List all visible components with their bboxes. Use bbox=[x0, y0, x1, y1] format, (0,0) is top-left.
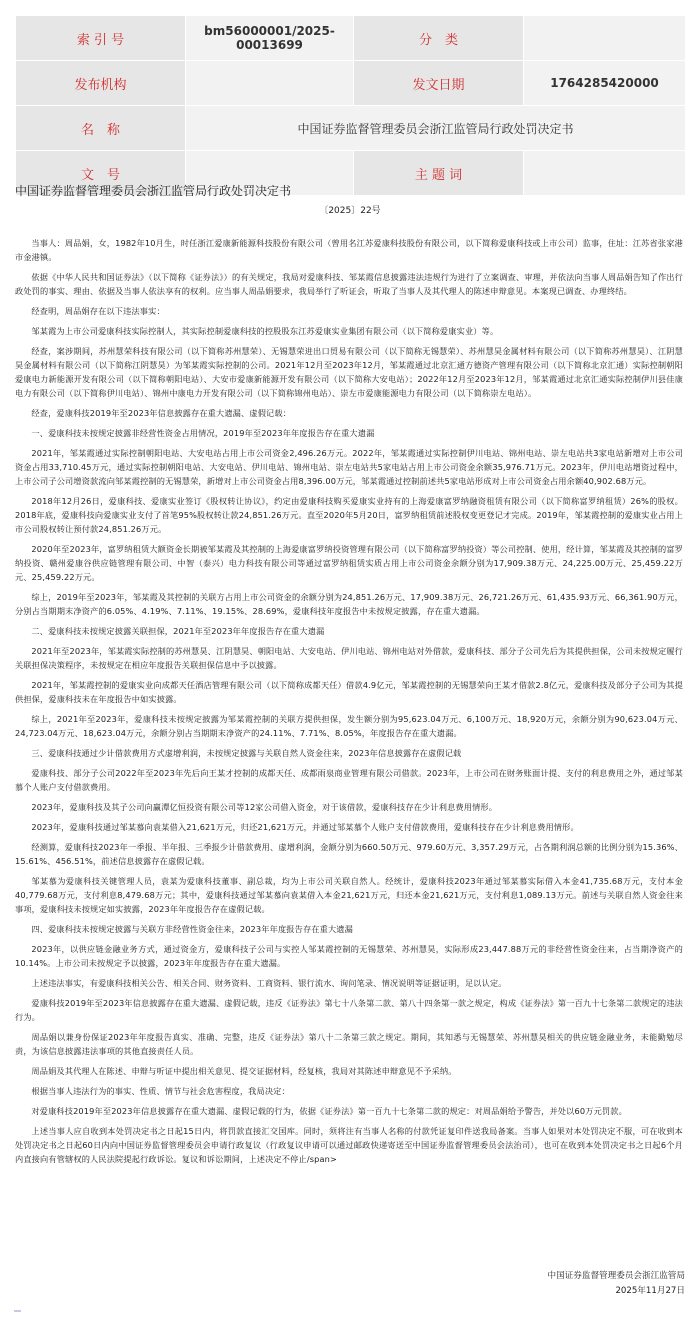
subject-value bbox=[524, 151, 686, 196]
signature-date: 2025年11月27日 bbox=[615, 1286, 685, 1296]
paragraph: 2021年，邹某霞通过实际控制朝阳电站、大安电站占用上市公司资金2,496.26万元。2022年，邹某霞通过实际控制伊川电站、锦州电站、崇左电站共3家电站新增对上市公司资金占用33,710.45万元，通过实际控制朝阳电站、大安电站、伊川电站、锦州电站、崇左电站共5家电站占用上市公司资金余额35,976.71万元。2023年，伊川电站增资过程中，上市公司子公司增资款流向邹某霞控制的无锡慧荣，新增对上市公司资金占用8,396.00万元，邹某霞通过控制前述共5家电站形成对上市公司资金占用余额40,902.68万元。 bbox=[15, 448, 683, 486]
corner-mark bbox=[14, 1310, 21, 1312]
paragraph: 2023年，爱康科技及其子公司向赢潭亿恒投资有限公司等12家公司借入资金，对于该借款，爱康科技存在少计利息费用情形。 bbox=[31, 802, 498, 812]
paragraph: 一、爱康科技未按规定披露非经营性资金占用情况，2019年至2023年年度报告存在重大遗漏 bbox=[31, 428, 375, 438]
paragraph: 上述当事人应自收到本处罚决定书之日起15日内，将罚款直接汇交国库。同时，须将注有当事人名称的付款凭证复印件送我局备案。当事人如果对本处罚决定不服，可在收到本处罚决定书之日起60日内向中国证券监督管理委员会申请行政复议（行政复议申请可以通过邮政快递寄送至中国证券监督管理委员会法治司），也可在收到本处罚决定书之日起6个月内直接向有管辖权的人民法院提起行政诉讼。复议和诉讼期间，上述决定不停止/span> bbox=[15, 1126, 683, 1164]
publisher-label: 发布机构 bbox=[16, 61, 186, 106]
paragraph: 周品娟及其代理人在陈述、申辩与听证中提出相关意见、提交证据材料，经复核，我局对其陈述申辩意见不予采纳。 bbox=[31, 1066, 457, 1076]
paragraph: 爱康科技2019年至2023年信息披露存在重大遗漏、虚假记载，违反《证券法》第七十八条第二款、第八十四条第一款之规定，构成《证券法》第一百九十七条第二款规定的违法行为。 bbox=[15, 998, 683, 1022]
index-label: 索 引 号 bbox=[16, 16, 186, 61]
paragraph: 经查，案涉期间，苏州慧荣科技有限公司（以下简称苏州慧荣）、无锡慧荣进出口贸易有限公司（以下简称无锡慧荣）、苏州慧昊金属材料有限公司（以下简称苏州慧昊）、江阴慧昊金属材料有限公司（以下简称江阴慧昊）为邹某霞实际控制的公司。2021年12月至2023年12月，邹某霞通过北京汇通方德资产管理有限公司（以下简称北京汇通）实际控制朝阳爱康电力新能源开发有限公司（以下简称朝阳电站）、大安市爱康新能源开发有限公司（以下简称大安电站）；2022年12月至2023年12月，邹某霞通过北京汇通实际控制伊川县佳康电力有限公司（以下简称伊川电站）、锦州中康电力开发有限公司（以下简称锦州电站）、崇左市爱康能源电力有限公司（以下简称崇左电站）。 bbox=[15, 346, 683, 398]
paragraph: 综上，2021年至2023年，爱康科技未按规定披露为邹某霞控制的关联方提供担保，发生额分别为95,623.04万元、6,100万元、18,920万元，余额分别为90,623.04万元、24,723.04万元、18,623.04万元，余额分别占当期期末净资产的24.11%、7.71%、8.05%，年度报告存在重大遗漏。 bbox=[15, 714, 683, 738]
paragraph: 经查明，周品娟存在以下违法事实： bbox=[31, 306, 165, 316]
metadata-table bbox=[15, 15, 686, 196]
signature-org: 中国证券监督管理委员会浙江监管局 bbox=[547, 1271, 685, 1281]
paragraph: 四、爱康科技未按规定披露与关联方非经营性资金往来，2023年年度报告存在重大遗漏 bbox=[31, 924, 353, 934]
paragraph: 综上，2019年至2023年，邹某霞及其控制的关联方占用上市公司资金的余额分别为24,851.26万元、17,909.38万元、26,721.26万元、61,435.93万元、66,361.90万元，分别占当期期末净资产的6.05%、4.19%、7.11%、19.15%、28.69%，爱康科技年度报告中未按规定披露，存在重大遗漏。 bbox=[15, 592, 683, 616]
subject-label: 主 题 词 bbox=[354, 151, 524, 196]
paragraph: 周品娟以兼身份保证2023年年度报告真实、准确、完整，违反《证券法》第八十二条第三款之规定。期间，其知悉与无锡慧荣、苏州慧昊相关的供应链金融业务，未能勤勉尽责，为该信息披露违法事项的其他直接责任人员。 bbox=[15, 1032, 683, 1056]
paragraph: 当事人：周品娟，女，1982年10月生，时任浙江爱康新能源科技股份有限公司（曾用名江苏爱康科技股份有限公司，以下简称爱康科技或上市公司）监事，住址：江苏省张家港市金港镇。 bbox=[15, 238, 683, 262]
category-label: 分 类 bbox=[354, 16, 524, 61]
paragraph: 对爱康科技2019年至2023年信息披露存在重大遗漏、虚假记载的行为，依据《证券法》第一百九十七条第二款的规定：对周品娟给予警告，并处以60万元罚款。 bbox=[31, 1106, 627, 1116]
publisher-value bbox=[186, 61, 354, 106]
date-value: 1764285420000 bbox=[524, 61, 686, 106]
docno-label: 文 号 bbox=[16, 151, 186, 196]
paragraph: 根据当事人违法行为的事实、性质、情节与社会危害程度，我局决定： bbox=[31, 1086, 290, 1096]
index-value: bm56000001/2025-00013699 bbox=[186, 16, 354, 61]
date-label: 发文日期 bbox=[354, 61, 524, 106]
paragraph: 爱康科技、部分子公司2022年至2023年先后向王某才控制的成都天任、成都雨泉商业管理有限公司借款。2023年，上市公司在财务账面计提、支付的利息费用之外，通过邹某慕个人账户支付借款费用。 bbox=[15, 768, 683, 792]
paragraph: 二、爱康科技未按规定披露关联担保，2021年至2023年年度报告存在重大遗漏 bbox=[31, 626, 325, 636]
category-value bbox=[524, 16, 686, 61]
paragraph: 2021年，邹某霞控制的爱康实业向成都天任酒店管理有限公司（以下简称成都天任）借款4.9亿元，邹某霞控制的无锡慧荣向王某才借款2.8亿元，爱康科技及部分子公司为其提供担保，爱康科技未在年度报告中如实披露。 bbox=[15, 680, 683, 704]
paragraph: 2023年，以供应链金融业务方式，通过资金方，爱康科技子公司与实控人邹某霞控制的无锡慧荣、苏州慧昊，实际形成23,447.88万元的非经营性资金往来，占当期净资产的10.14%。上市公司未按规定予以披露，2023年年度报告存在重大遗漏。 bbox=[15, 944, 683, 968]
paragraph: 三、爱康科技通过少计借款费用方式虚增利润，未按规定披露与关联自然人资金往来，2023年信息披露存在虚假记载 bbox=[31, 748, 462, 758]
name-value: 中国证券监督管理委员会浙江监管局行政处罚决定书 bbox=[186, 106, 686, 151]
document-title: 中国证券监督管理委员会浙江监管局行政处罚决定书 bbox=[15, 184, 292, 198]
document-number: 〔2025〕22号 bbox=[319, 206, 381, 216]
metadata-row bbox=[16, 16, 686, 61]
paragraph: 邹某慕为爱康科技关键管理人员，袁某为爱康科技董事、副总裁，均为上市公司关联自然人。经统计，爱康科技2023年通过邹某慕实际借入本金41,735.68万元，支付本金40,779.68万元，支付利息8,479.68万元；其中，爱康科技通过邹某慕向袁某借入本金21,621万元，归还本金21,621万元，支付利息1,089.13万元。前述与关联自然人资金往来事项，爱康科技未按规定如实披露，2023年年度报告存在虚假记载。 bbox=[15, 876, 683, 914]
name-label: 名 称 bbox=[16, 106, 186, 151]
paragraph: 依据《中华人民共和国证券法》（以下简称《证券法》）的有关规定，我局对爱康科技、邹某霞信息披露违法违规行为进行了立案调查、审理，并依法向当事人周品娟告知了作出行政处罚的事实、理由、依据及当事人依法享有的权利。应当事人周品娟要求，我局举行了听证会，听取了当事人及其代理人的陈述申辩意见。本案现已调查、办理终结。 bbox=[15, 272, 683, 296]
metadata-row bbox=[16, 61, 686, 106]
paragraph: 2020年至2023年，富罗纳租赁大额资金长期被邹某霞及其控制的上海爱康富罗纳投资管理有限公司（以下简称富罗纳投资）等公司控制、使用，经计算，邹某霞及其控制的富罗纳投资、赣州爱康谷供应链管理有限公司、中智（泰兴）电力科技有限公司等通过富罗纳租赁实质占用上市公司资金余额分别为17,909.38万元、24,225.00万元、25,459.22万元、25,459.22万元。 bbox=[15, 544, 683, 582]
paragraph: 经测算，爱康科技2023年一季报、半年报、三季报少计借款费用、虚增利润，金额分别为660.50万元、979.60万元、3,357.29万元，占各期利润总额的比例分别为15.36%、15.61%、456.51%，前述信息披露存在虚假记载。 bbox=[15, 842, 683, 866]
paragraph: 2021年至2023年，邹某霞实际控制的苏州慧昊、江阴慧昊、朝阳电站、大安电站、伊川电站、锦州电站对外借款，爱康科技、部分子公司先后为其提供担保，公司未按规定履行关联担保决策程序，未按规定在相应年度报告关联担保信息中予以披露。 bbox=[15, 646, 683, 670]
paragraph: 2018年12月26日，爱康科技、爱康实业签订《股权转让协议》，约定由爱康科技购买爱康实业持有的上海爱康富罗纳融资租赁有限公司（以下简称富罗纳租赁）26%的股权。2018年底，爱康科技向爱康实业支付了首笔95%股权转让款24,851.26万元。直至2020年5月20日，富罗纳租赁前述股权变更登记才完成。2019年，邹某霞控制的爱康实业占用上市公司股权转让预付款24,851.26万元。 bbox=[15, 496, 683, 534]
signature-block bbox=[547, 1269, 685, 1299]
paragraph: 经查，爱康科技2019年至2023年信息披露存在重大遗漏、虚假记载： bbox=[31, 408, 292, 418]
paragraph: 邹某霞为上市公司爱康科技实际控制人，其实际控制爱康科技的控股股东江苏爱康实业集团有限公司（以下简称爱康实业）等。 bbox=[31, 326, 499, 336]
document-body bbox=[15, 236, 683, 1172]
paragraph: 上述违法事实，有爱康科技相关公告、相关合同、财务资料、工商资料、银行流水、询问笔录、情况说明等证据证明，足以认定。 bbox=[31, 978, 507, 988]
metadata-row bbox=[16, 106, 686, 151]
paragraph: 2023年，爱康科技通过邹某慕向袁某借入21,621万元，归还21,621万元，并通过邹某慕个人账户支付借款费用，爱康科技存在少计利息费用情形。 bbox=[31, 822, 579, 832]
